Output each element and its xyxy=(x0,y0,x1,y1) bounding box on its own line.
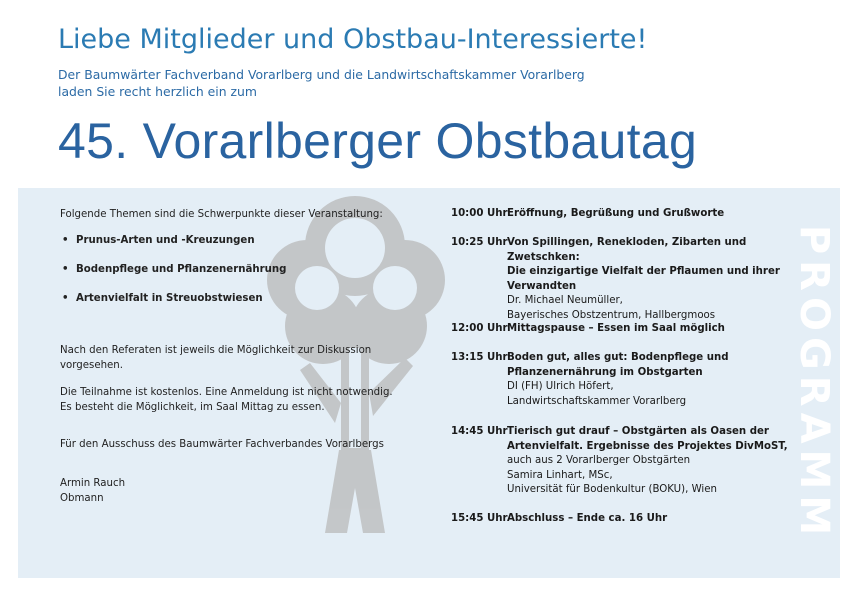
program-time: 10:00 Uhr xyxy=(451,208,508,219)
program-item xyxy=(451,512,791,527)
participation-note: Es besteht die Möglichkeit, im Saal Mittag zu essen. xyxy=(60,402,325,413)
program-speaker: Dr. Michael Neumüller, xyxy=(507,295,623,306)
program-title: Pflanzenernährung im Obstgarten xyxy=(507,366,703,378)
program-side-label-text: PROGRAMM xyxy=(791,224,837,542)
program-time: 14:45 Uhr xyxy=(451,426,508,437)
discussion-note: Nach den Referaten ist jeweils die Möglichkeit zur Diskussion xyxy=(60,345,372,356)
event-title: 45. Vorarlberger Obstbautag xyxy=(58,113,698,169)
program-affiliation: Bayerisches Obstzentrum, Hallbergmoos xyxy=(507,309,716,321)
program-detail: auch aus 2 Vorarlberger Obstgärten xyxy=(507,455,691,466)
info-column xyxy=(60,207,430,506)
greeting-heading: Liebe Mitglieder und Obstbau-Interessierte! xyxy=(58,24,648,55)
intro-line: Der Baumwärter Fachverband Vorarlberg und die Landwirtschaftskammer Vorarlberg xyxy=(58,67,585,82)
topic-item: • Bodenpflege und Pflanzenernährung xyxy=(60,263,430,276)
program-speaker: Samira Linhart, MSc, xyxy=(507,469,613,481)
topic-item: • Artenvielfalt in Streuobstwiesen xyxy=(60,292,430,305)
topic-item: • Prunus-Arten und -Kreuzungen xyxy=(60,234,430,247)
participation-note: Die Teilnahme ist kostenlos. Eine Anmeldung ist nicht notwendig. xyxy=(60,387,393,398)
program-time: 12:00 Uhr xyxy=(451,323,508,334)
intro-line: laden Sie recht herzlich ein zum xyxy=(58,84,257,99)
committee-line: Für den Ausschuss des Baumwärter Fachverbandes Vorarlbergs xyxy=(60,439,384,450)
program-title: Artenvielfalt. Ergebnisse des Projektes DivMoST, xyxy=(507,440,788,452)
program-item xyxy=(451,207,791,222)
program-title: Abschluss – Ende ca. 16 Uhr xyxy=(507,513,668,524)
program-title: Tierisch gut drauf – Obstgärten als Oasen der xyxy=(507,426,769,437)
program-affiliation: Universität für Bodenkultur (BOKU), Wien xyxy=(507,484,717,495)
program-time: 10:25 Uhr xyxy=(451,237,508,248)
program-title: Die einzigartige Vielfalt der Pflaumen und ihrer xyxy=(507,266,780,277)
intro-text xyxy=(58,66,585,100)
program-time: 15:45 Uhr xyxy=(451,513,508,524)
discussion-note: vorgesehen. xyxy=(60,360,124,371)
program-item xyxy=(451,322,791,337)
program-title: Boden gut, alles gut: Bodenpflege und xyxy=(507,352,729,363)
signer-role: Obmann xyxy=(60,493,104,504)
program-item xyxy=(451,351,791,409)
program-item xyxy=(451,425,791,498)
program-item xyxy=(451,236,791,323)
signer-name: Armin Rauch xyxy=(60,478,126,489)
topics-list xyxy=(60,234,430,305)
program-side-label xyxy=(791,188,837,578)
program-title: Eröffnung, Begrüßung und Grußworte xyxy=(507,208,725,219)
program-affiliation: Landwirtschaftskammer Vorarlberg xyxy=(507,395,687,407)
program-title: Von Spillingen, Renekloden, Zibarten und Zwetschken: xyxy=(507,237,747,263)
program-time: 13:15 Uhr xyxy=(451,352,508,363)
program-speaker: DI (FH) Ulrich Höfert, xyxy=(507,381,614,392)
program-title: Mittagspause – Essen im Saal möglich xyxy=(507,323,725,334)
program-title: Verwandten xyxy=(507,280,577,292)
themes-intro: Folgende Themen sind die Schwerpunkte dieser Veranstaltung: xyxy=(60,209,383,220)
